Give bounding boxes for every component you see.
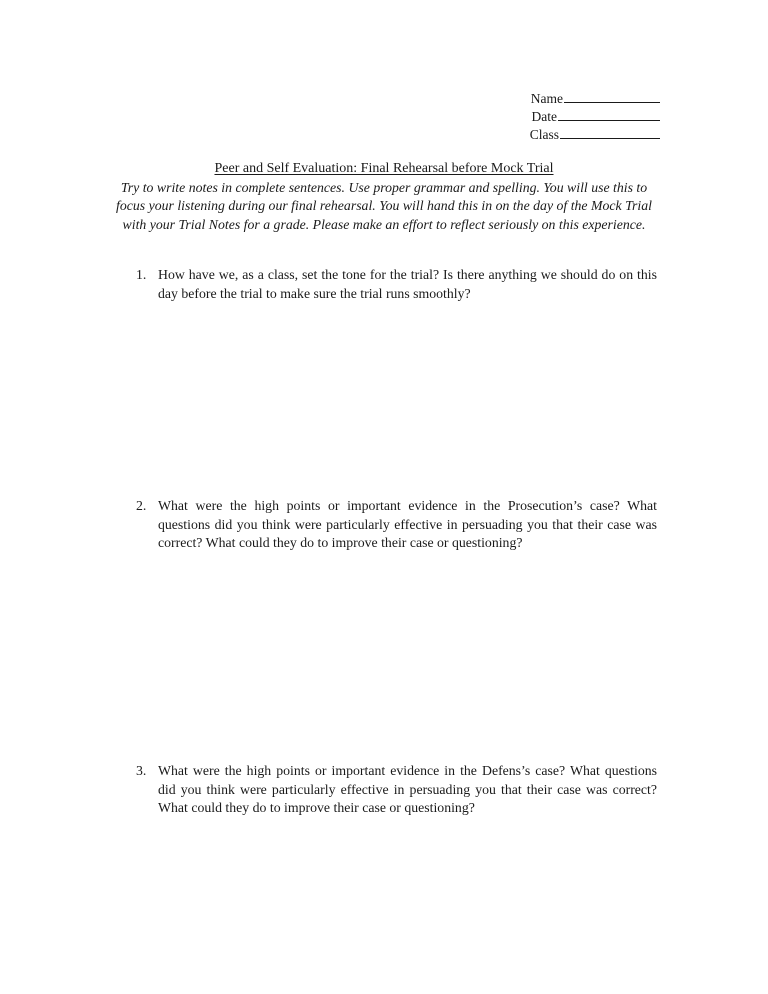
header-fields (510, 90, 660, 144)
name-label: Name (530, 91, 563, 106)
question-number: 1. (136, 267, 147, 282)
question-number: 2. (136, 498, 147, 513)
date-blank-line[interactable] (558, 108, 660, 121)
date-label: Date (531, 109, 557, 124)
name-field[interactable] (510, 90, 660, 108)
instructions: Try to write notes in complete sentences. Use proper grammar and spelling. You will use this to focus your listening during our final rehearsal. You will hand this in on the day of the Mock Trial with your Trial Notes for a grade. Please make an effort to reflect seriously on this experience. (116, 180, 652, 232)
class-field[interactable] (510, 126, 660, 144)
question-item (130, 266, 657, 303)
question-text: What were the high points or important evidence in the Defens’s case? What questions did you think were particularly effective in persuading you that their case was correct? What could they do to improve their case or questioning? (158, 763, 657, 815)
date-field[interactable] (510, 108, 660, 126)
question-number: 3. (136, 763, 147, 778)
page-title: Peer and Self Evaluation: Final Rehearsal before Mock Trial (214, 161, 554, 176)
class-label: Class (529, 127, 559, 142)
question-text: How have we, as a class, set the tone for the trial? Is there anything we should do on this day before the trial to make sure the trial runs smoothly? (158, 267, 657, 301)
class-blank-line[interactable] (560, 126, 660, 139)
question-item (130, 762, 657, 818)
name-blank-line[interactable] (564, 90, 660, 103)
question-text: What were the high points or important evidence in the Prosecution’s case? What questions did you think were particularly effective in persuading you that their case was correct? What could they do to improve their case or questioning? (158, 498, 657, 550)
question-item (130, 497, 657, 553)
